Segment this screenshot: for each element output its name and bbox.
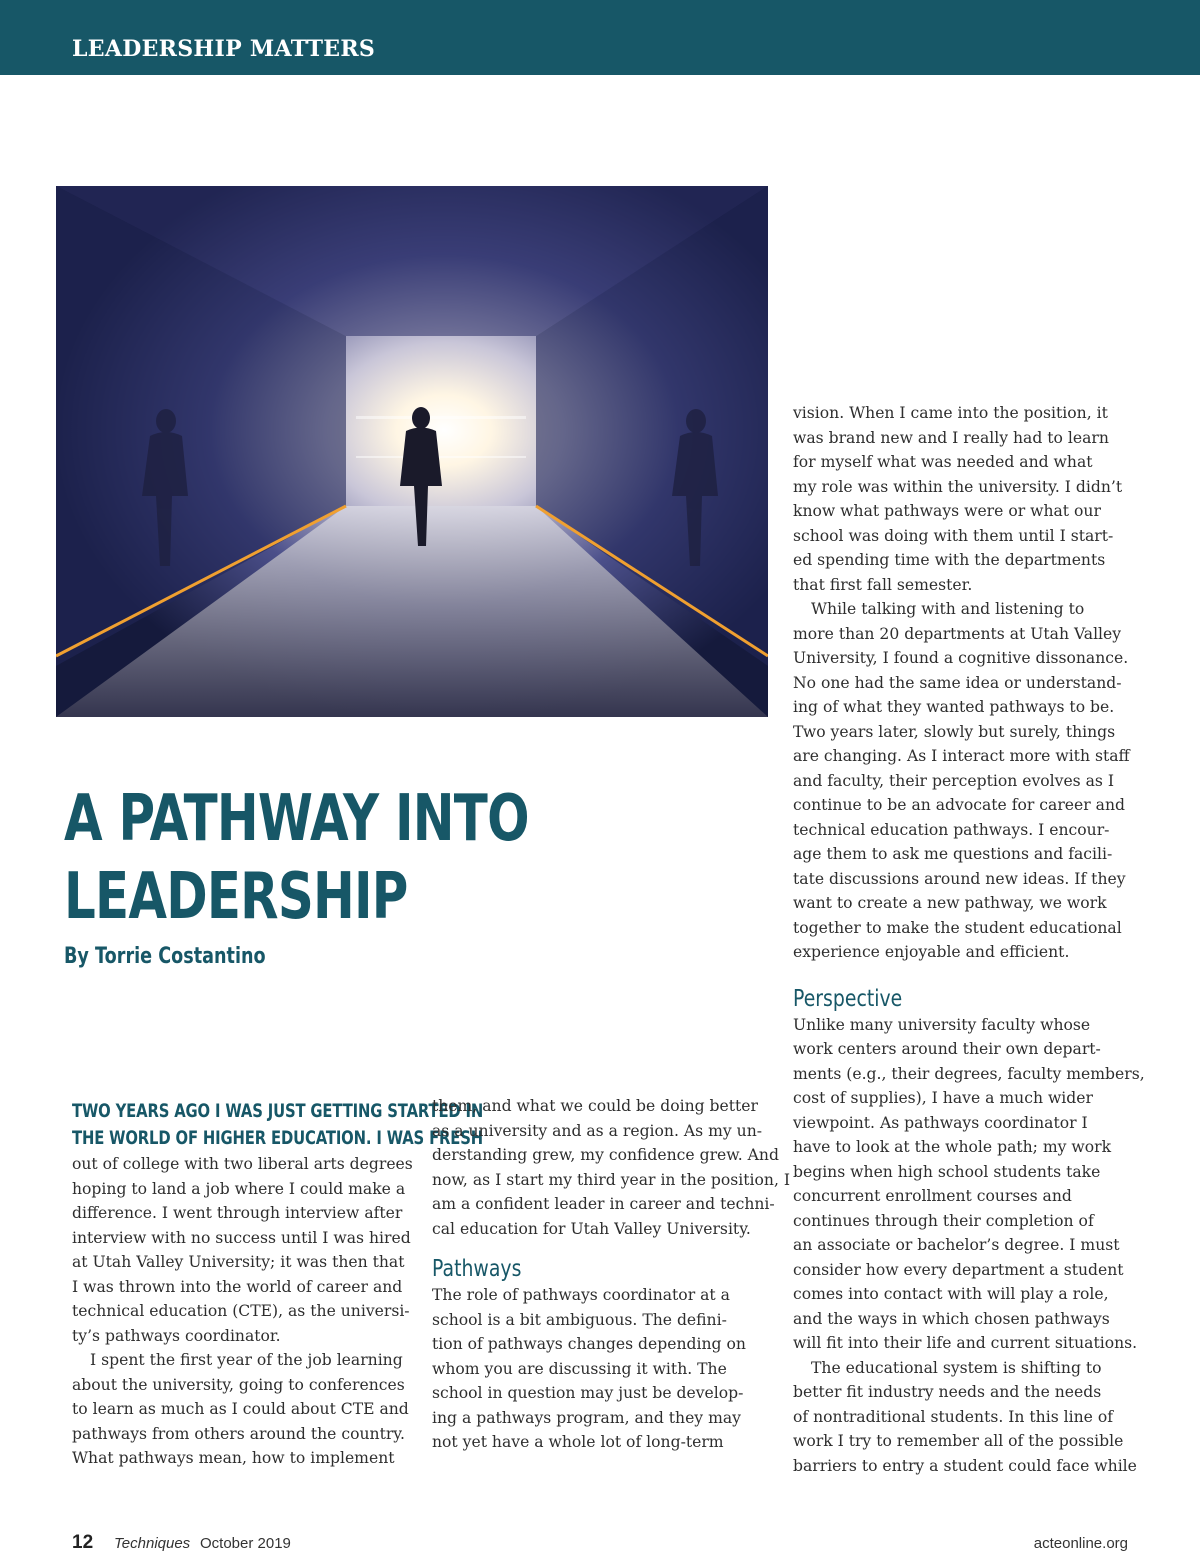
text-line: school is a bit ambiguous. The defini- xyxy=(432,1310,727,1329)
paragraph xyxy=(793,1013,1145,1356)
text-line: an associate or bachelor’s degree. I must xyxy=(793,1236,1120,1254)
text-line: The educational system is shifting to xyxy=(811,1358,1102,1377)
text-line: technical education pathways. I encour- xyxy=(793,820,1110,839)
text-line: as a university and as a region. As my un- xyxy=(432,1121,763,1140)
paragraph xyxy=(432,1283,772,1455)
text-line: and the ways in which chosen pathways xyxy=(793,1309,1110,1328)
text-line: The role of pathways coordinator at a xyxy=(432,1286,730,1304)
paragraph xyxy=(432,1094,791,1241)
column-3 xyxy=(793,401,1145,1478)
page-number: 12 xyxy=(72,1532,94,1553)
text-line: I spent the first year of the job learning xyxy=(90,1351,403,1369)
text-line: out of college with two liberal arts degrees xyxy=(72,1155,413,1173)
text-line: school was doing with them until I start- xyxy=(793,526,1114,545)
text-line: concurrent enrollment courses and xyxy=(793,1187,1072,1205)
text-line: are changing. As I interact more with staff xyxy=(793,747,1130,765)
text-line: Unlike many university faculty whose xyxy=(793,1015,1091,1034)
text-line: ing of what they wanted pathways to be. xyxy=(793,698,1115,716)
text-line: will fit into their life and current situations. xyxy=(793,1334,1138,1352)
column-1 xyxy=(72,1098,484,1471)
text-line: continues through their completion of xyxy=(793,1211,1094,1230)
text-line: that first fall semester. xyxy=(793,575,973,594)
text-line: whom you are discussing it with. The xyxy=(432,1359,727,1378)
lead-line: THE WORLD OF HIGHER EDUCATION. I WAS FRESH xyxy=(72,1127,484,1149)
paragraph xyxy=(793,1356,1138,1479)
text-line: now, as I start my third year in the position, I xyxy=(432,1170,791,1189)
text-line: interview with no success until I was hired xyxy=(72,1228,411,1247)
text-line: am a confident leader in career and techni- xyxy=(432,1195,775,1213)
text-line: begins when high school students take xyxy=(793,1162,1101,1181)
section-label: LEADERSHIP MATTERS xyxy=(72,36,376,62)
text-line: While talking with and listening to xyxy=(811,600,1085,618)
text-line: comes into contact with will play a role, xyxy=(793,1285,1109,1303)
text-line: What pathways mean, how to implement xyxy=(72,1449,395,1467)
text-line: school in question may just be develop- xyxy=(432,1384,744,1402)
text-line: No one had the same idea or understand- xyxy=(793,673,1122,692)
text-line: pathways from others around the country. xyxy=(72,1424,405,1443)
text-line: continue to be an advocate for career and xyxy=(793,796,1125,814)
text-line: work centers around their own depart- xyxy=(793,1040,1101,1058)
paragraph xyxy=(72,1152,412,1348)
text-line: was brand new and I really had to learn xyxy=(793,428,1109,447)
lead-line: TWO YEARS AGO I WAS JUST GETTING STARTED IN xyxy=(72,1100,484,1122)
text-line: barriers to entry a student could face while xyxy=(793,1456,1137,1475)
text-line: technical education (CTE), as the universi- xyxy=(72,1302,410,1320)
text-line: tate discussions around new ideas. If they xyxy=(793,869,1126,888)
magazine-name: Techniques xyxy=(114,1535,191,1552)
text-line: vision. When I came into the position, it xyxy=(793,404,1108,422)
subhead-pathways: Pathways xyxy=(432,1256,522,1282)
text-line: together to make the student educational xyxy=(793,918,1122,937)
text-line: of nontraditional students. In this line of xyxy=(793,1407,1114,1426)
text-line: ing a pathways program, and they may xyxy=(432,1408,741,1427)
text-line: not yet have a whole lot of long-term xyxy=(432,1433,724,1451)
text-line: viewpoint. As pathways coordinator I xyxy=(793,1113,1088,1132)
text-line: difference. I went through interview after xyxy=(72,1204,403,1222)
text-line: I was thrown into the world of career and xyxy=(72,1277,403,1296)
column-2 xyxy=(432,1094,791,1455)
title-line: A PATHWAY INTO xyxy=(64,782,529,856)
title-line: LEADERSHIP xyxy=(64,860,408,934)
text-line: University, I found a cognitive dissonance. xyxy=(793,649,1129,667)
subhead-perspective: Perspective xyxy=(793,985,903,1012)
text-line: derstanding grew, my confidence grew. And xyxy=(432,1146,779,1164)
text-line: them, and what we could be doing better xyxy=(432,1097,758,1115)
text-line: age them to ask me questions and facili- xyxy=(793,845,1113,863)
text-line: at Utah Valley University; it was then that xyxy=(72,1253,405,1271)
text-line: ed spending time with the departments xyxy=(793,551,1106,569)
text-line: Two years later, slowly but surely, things xyxy=(793,722,1116,741)
paragraph xyxy=(793,401,1138,597)
text-line: about the university, going to conferences xyxy=(72,1375,405,1394)
text-line: for myself what was needed and what xyxy=(793,453,1093,471)
text-line: better fit industry needs and the needs xyxy=(793,1383,1102,1401)
byline: By Torrie Costantino xyxy=(64,944,266,969)
text-line: work I try to remember all of the possible xyxy=(793,1432,1124,1450)
text-line: know what pathways were or what our xyxy=(793,502,1101,520)
text-line: to learn as much as I could about CTE and xyxy=(72,1400,409,1418)
text-line: consider how every department a student xyxy=(793,1260,1124,1279)
text-line: want to create a new pathway, we work xyxy=(793,894,1107,912)
text-line: more than 20 departments at Utah Valley xyxy=(793,624,1122,643)
text-line: and faculty, their perception evolves as I xyxy=(793,771,1115,790)
text-line: experience enjoyable and efficient. xyxy=(793,943,1070,961)
text-line: my role was within the university. I didn’t xyxy=(793,477,1123,496)
paragraph xyxy=(72,1348,412,1471)
text-line: have to look at the whole path; my work xyxy=(793,1138,1112,1156)
paragraph xyxy=(793,597,1138,965)
article-title xyxy=(64,780,529,936)
text-line: ty’s pathways coordinator. xyxy=(72,1326,281,1345)
text-line: cost of supplies), I have a much wider xyxy=(793,1089,1093,1107)
issue-date: October 2019 xyxy=(200,1535,291,1552)
text-line: cal education for Utah Valley University. xyxy=(432,1219,751,1238)
hallway-silhouette-photo xyxy=(56,186,768,717)
text-line: ments (e.g., their degrees, faculty members, xyxy=(793,1064,1145,1083)
text-line: hoping to land a job where I could make a xyxy=(72,1179,406,1198)
website-url: acteonline.org xyxy=(1033,1535,1128,1552)
text-line: tion of pathways changes depending on xyxy=(432,1335,746,1353)
